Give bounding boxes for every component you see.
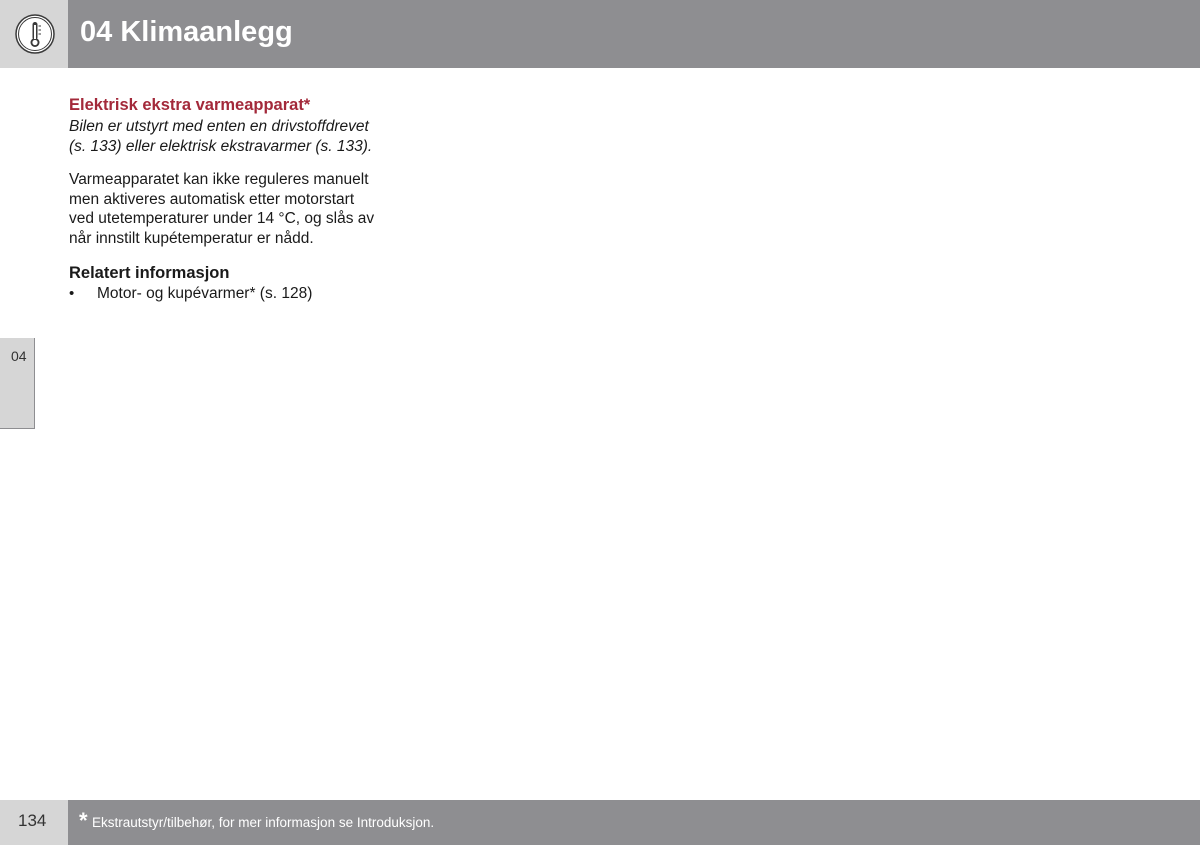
intro-line: (s. 133) eller elektrisk ekstravarmer (s. 133). — [69, 137, 373, 155]
page-number: 134 — [18, 811, 47, 830]
footer-bar — [68, 800, 1200, 845]
chapter-side-tab — [0, 338, 35, 429]
intro-paragraph — [69, 117, 409, 156]
related-info-link[interactable]: Motor- og kupévarmer* (s. 128) — [97, 285, 313, 302]
body-line: ved utetemperaturer under 14 °C, og slås av — [69, 210, 375, 227]
chapter-title: 04 Klimaanlegg — [80, 16, 293, 48]
footer-page-area — [0, 800, 68, 845]
thermometer-icon — [15, 14, 55, 54]
main-content — [69, 94, 409, 304]
related-info-list — [69, 284, 409, 304]
related-info-item[interactable] — [69, 284, 409, 304]
body-line: når innstilt kupétemperatur er nådd. — [69, 229, 314, 247]
intro-line: Bilen er utstyrt med enten en drivstoffdrevet — [69, 118, 369, 135]
body-line: Varmeapparatet kan ikke reguleres manuelt — [69, 171, 369, 188]
bullet: • — [69, 285, 75, 302]
section-heading: Elektrisk ekstra varmeapparat* — [69, 96, 311, 114]
header-icon-area — [0, 0, 68, 68]
body-paragraph — [69, 170, 409, 248]
related-info-heading: Relatert informasjon — [69, 264, 230, 282]
chapter-header — [68, 0, 1200, 68]
footnote-star: * — [79, 808, 88, 833]
footnote-text: Ekstrautstyr/tilbehør, for mer informasjon se Introduksjon. — [92, 815, 435, 830]
body-line: men aktiveres automatisk etter motorstart — [69, 190, 355, 208]
side-tab-label: 04 — [11, 348, 27, 364]
